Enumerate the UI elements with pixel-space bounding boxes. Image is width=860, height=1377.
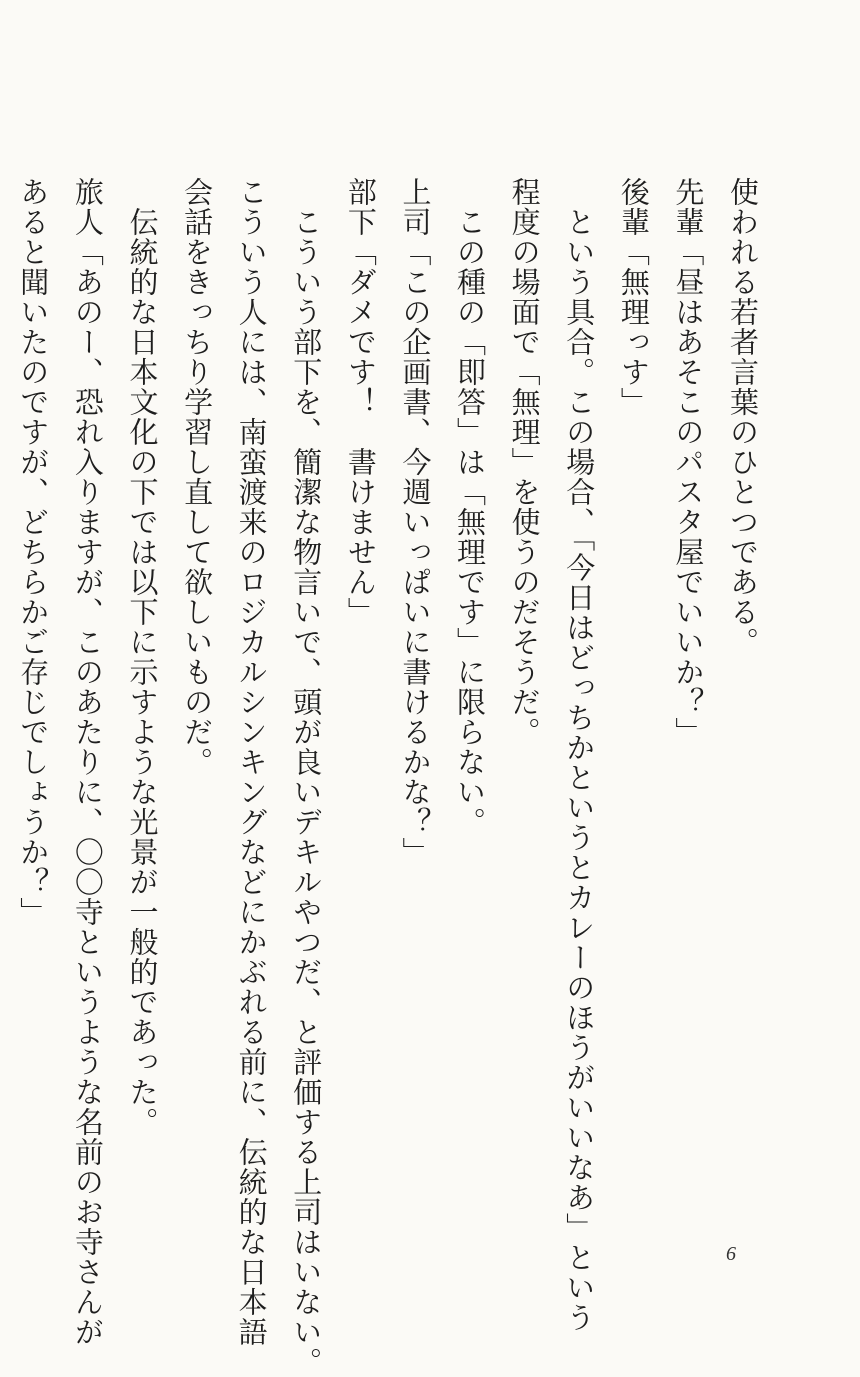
text-line: 程度の場面で「無理」を使うのだそうだ。	[507, 177, 542, 747]
text-line: 旅人「あのー、恐れ入りますが、このあたりに、〇〇寺というような名前のお寺さんが	[70, 177, 105, 1347]
text-line: 伝統的な日本文化の下では以下に示すような光景が一般的であった。	[125, 177, 160, 1137]
text-line: こういう部下を、簡潔な物言いで、頭が良いデキルやつだ、と評価する上司はいない。	[289, 177, 324, 1377]
text-line: この種の「即答」は「無理です」に限らない。	[453, 177, 488, 837]
text-line: あると聞いたのですが、どちらかご存じでしょうか？」	[16, 177, 51, 927]
text-line	[0, 177, 6, 1257]
text-line: こういう人には、南蛮渡来のロジカルシンキングなどにかぶれる前に、伝統的な日本語	[234, 177, 269, 1347]
text-line: 部下「ダメです！ 書けません」	[343, 177, 378, 627]
text-line: 先輩「昼はあそこのパスタ屋でいいか？」	[671, 177, 706, 747]
body-text	[16, 177, 770, 1377]
text-line: 上司「この企画書、今週いっぱいに書けるかな？」	[398, 177, 433, 867]
text-line: 使われる若者言葉のひとつである。	[726, 177, 760, 657]
text-line: という具合。この場合、「今日はどっちかというとカレーのほうがいいなあ」という	[562, 177, 597, 1333]
text-line: 会話をきっちり学習し直して欲しいものだ。	[180, 177, 215, 777]
page-number: 6	[726, 1243, 736, 1265]
text-line: 後輩「無理っす」	[616, 177, 651, 417]
